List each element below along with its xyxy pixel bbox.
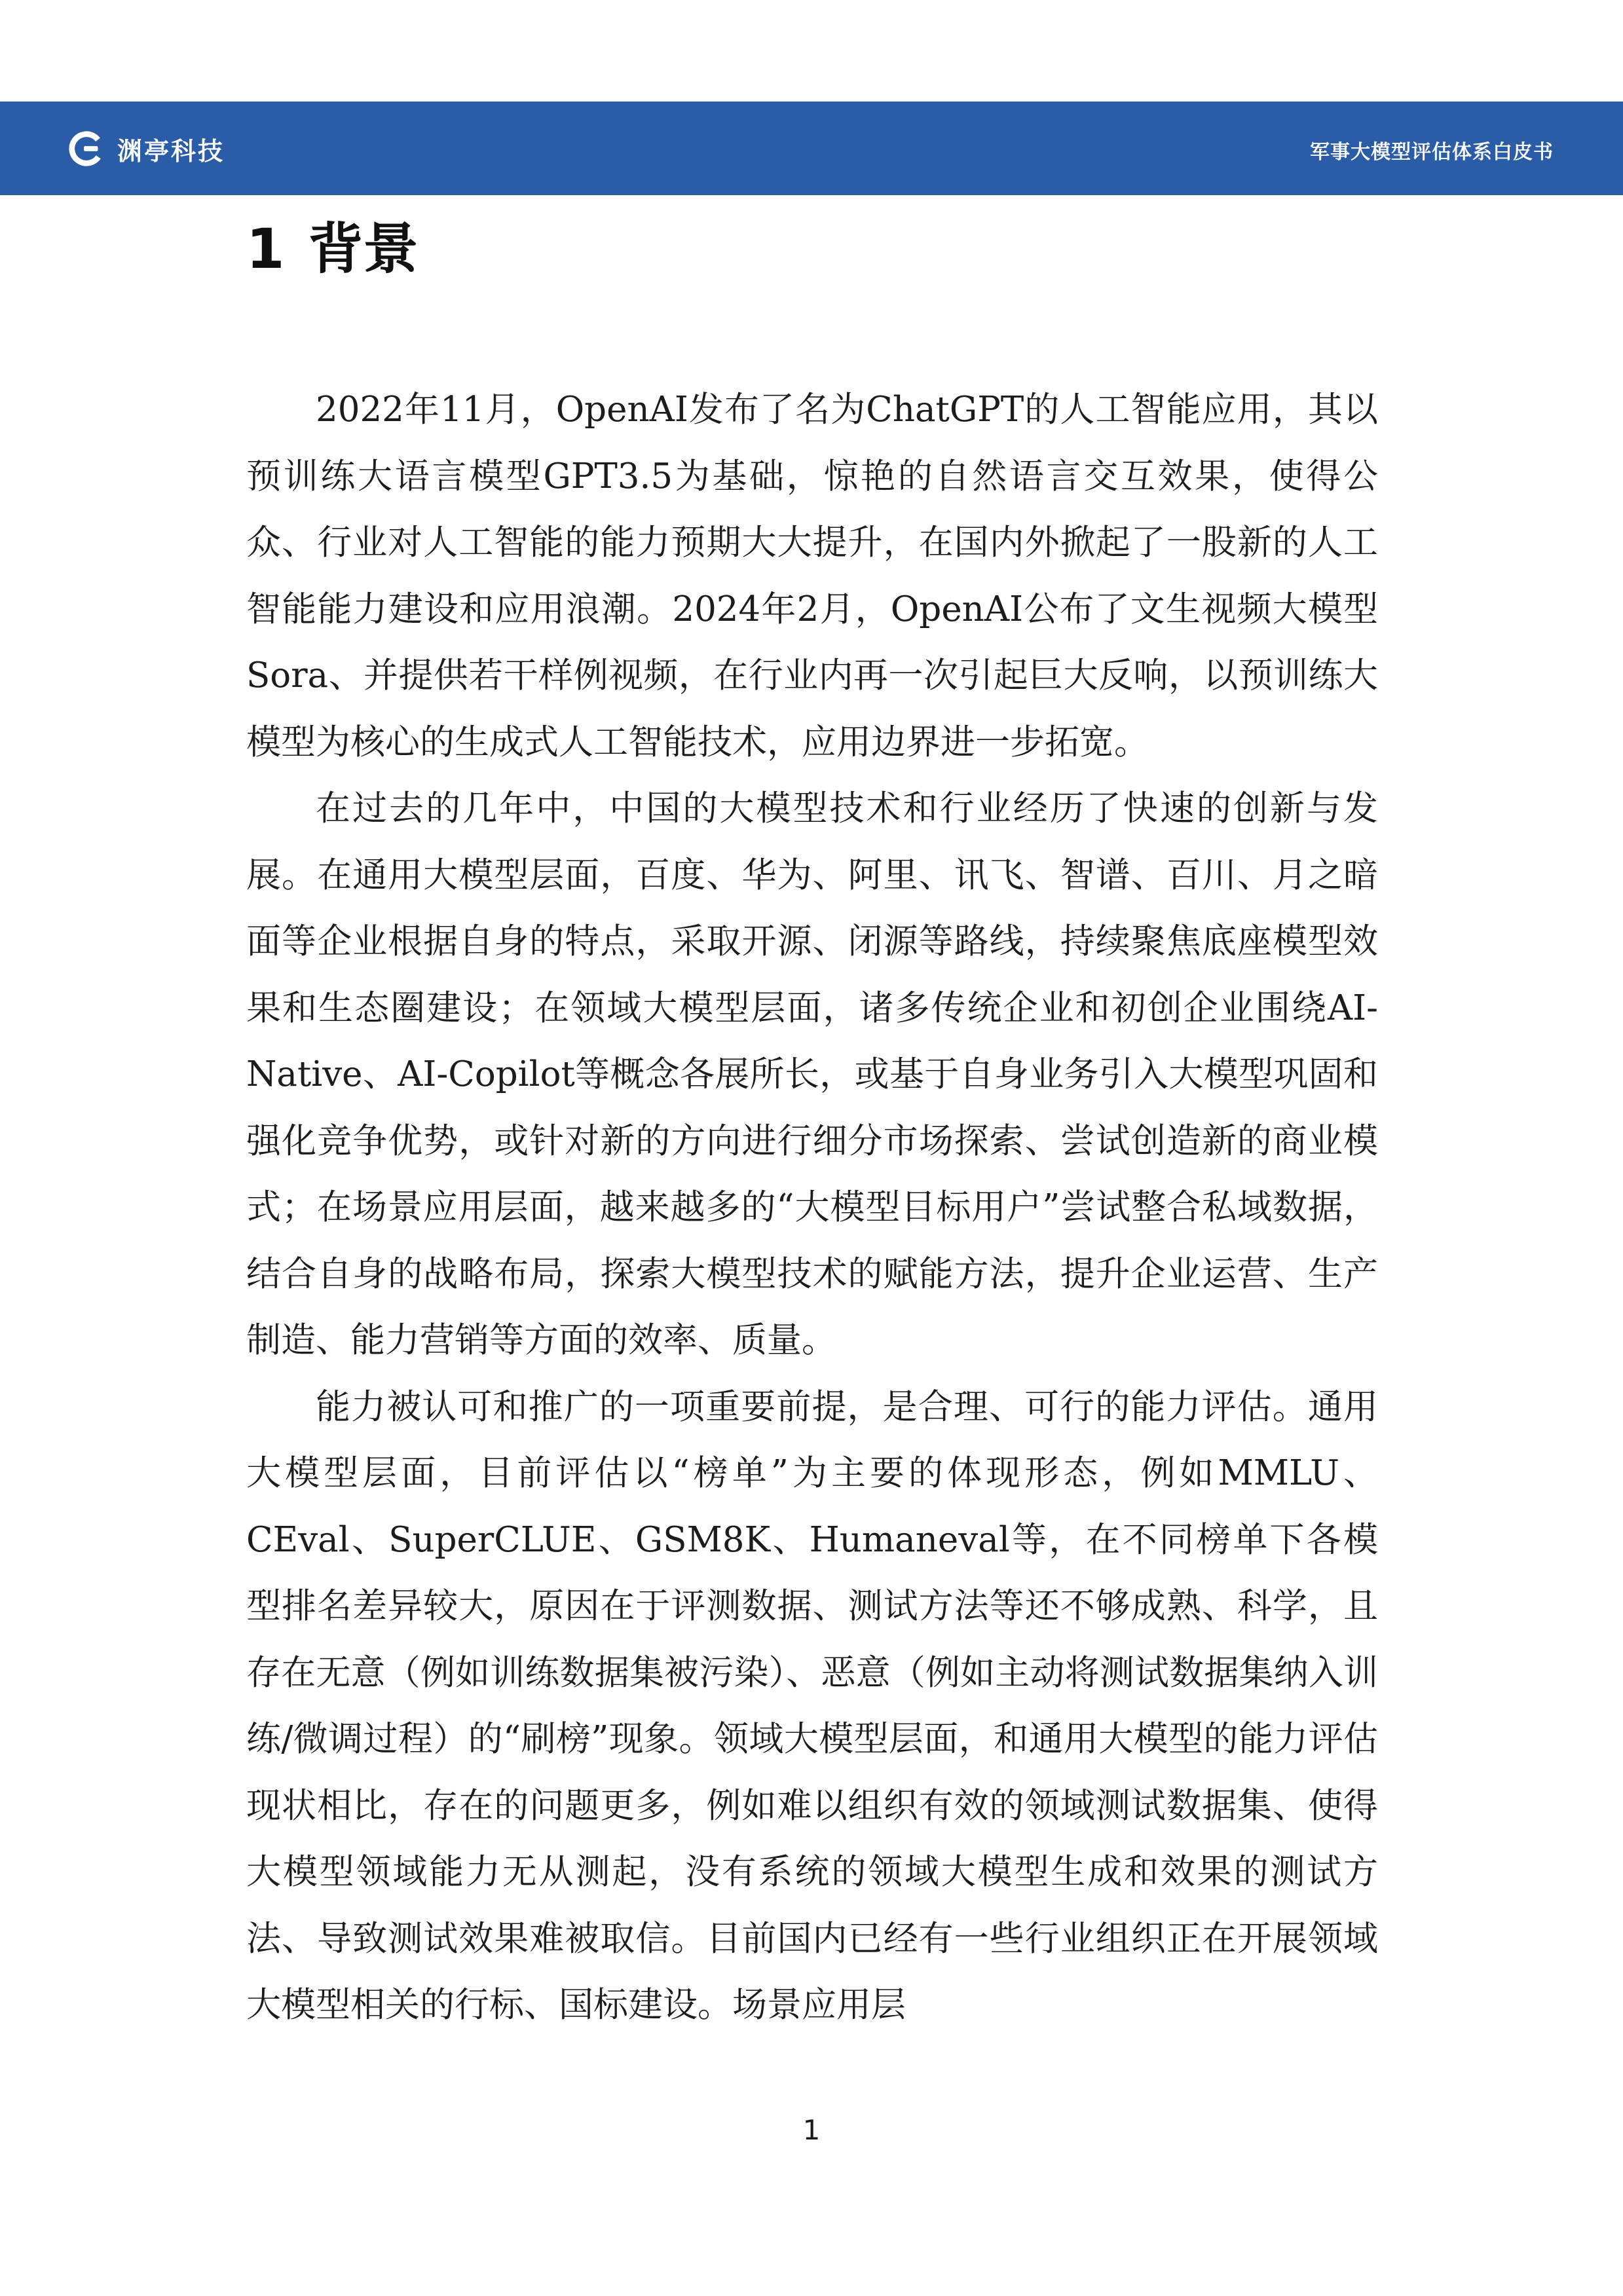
brand-logo-icon <box>67 130 105 168</box>
section-number: 1 <box>246 217 285 281</box>
paragraph-1: 2022年11月，OpenAI发布了名为ChatGPT的人工智能应用，其以预训练大语言模型GPT3.5为基础，惊艳的自然语言交互效果，使得公众、行业对人工智能的能力预期大大提升，在国内外掀起了一股新的人工智能能力建设和应用浪潮。2024年2月，OpenAI公布了文生视频大模型Sora、并提供若干样例视频，在行业内再一次引起巨大反响，以预训练大模型为核心的生成式人工智能技术，应用边界进一步拓宽。 <box>246 390 1378 762</box>
page-number: 1 <box>802 2114 821 2146</box>
body-text <box>246 377 1378 2039</box>
section-heading <box>246 213 418 285</box>
brand-logo <box>67 129 225 168</box>
paragraph-3: 能力被认可和推广的一项重要前提，是合理、可行的能力评估。通用大模型层面，目前评估以“榜单”为主要的体现形态，例如MMLU、CEval、SuperCLUE、GSM8K、Humaneval等，在不同榜单下各模型排名差异较大，原因在于评测数据、测试方法等还不够成熟、科学，且存在无意（例如训练数据集被污染）、恶意（例如主动将测试数据集纳入训练/微调过程）的“刷榜”现象。领域大模型层面，和通用大模型的能力评估现状相比，存在的问题更多，例如难以组织有效的领域测试数据集、使得大模型领域能力无从测起，没有系统的领域大模型生成和效果的测试方法、导致测试效果难被取信。目前国内已经有一些行业组织正在开展领域大模型相关的行标、国标建设。场景应用层 <box>246 1386 1378 2025</box>
document-title: 军事大模型评估体系白皮书 <box>1310 141 1554 164</box>
section-title: 背景 <box>308 216 419 281</box>
page-header <box>0 102 1623 195</box>
brand-name: 渊亭科技 <box>117 136 225 166</box>
paragraph-2: 在过去的几年中，中国的大模型技术和行业经历了快速的创新与发展。在通用大模型层面，百度、华为、阿里、讯飞、智谱、百川、月之暗面等企业根据自身的特点，采取开源、闭源等路线，持续聚焦底座模型效果和生态圈建设；在领域大模型层面，诸多传统企业和初创企业围绕AI-Native、AI-Copilot等概念各展所长，或基于自身业务引入大模型巩固和强化竞争优势，或针对新的方向进行细分市场探索、尝试创造新的商业模式；在场景应用层面，越来越多的“大模型目标用户”尝试整合私域数据，结合自身的战略布局，探索大模型技术的赋能方法，提升企业运营、生产制造、能力营销等方面的效率、质量。 <box>246 788 1378 1360</box>
